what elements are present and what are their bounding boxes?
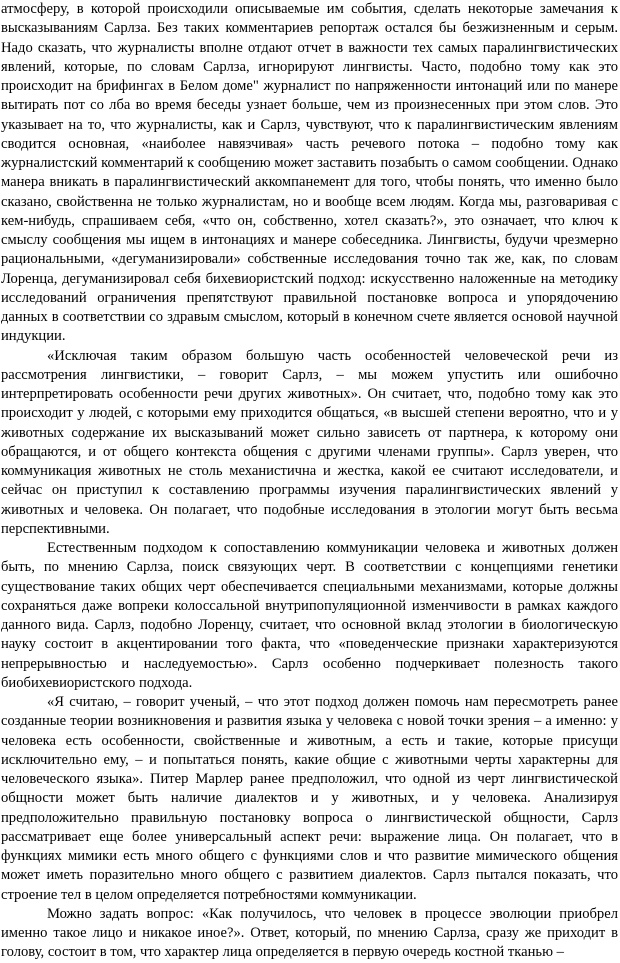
paragraph-scientist-quote: «Я считаю, – говорит ученый, – что этот подход должен помочь нам пересмотреть ранее созданные теории возникновения и развития языка у человека с новой точки зрения – а именно: у человека есть особенности, свойственные и животным, а есть и такие, которые присущи исключительно ему, – и попытаться понять, какие общие с животными черты характерны для человеческого языка». Питер Марлер ранее предположил, что одной из черт лингвистической общности может быть наличие диалектов и у животных, и у человека. Анализируя предположительно правильную постановку вопроса о лингвистической общности, Сарлз рассматривает еще более универсальный аспект речи: выражение лица. Он полагает, что в функциях мимики есть много общего с функциями слов и что развитие мимического общения может иметь поразительно много общего с развитием диалектов. Сарлз пытался показать, что строение тел в целом определяется потребностями коммуникации. [1,694,618,903]
body-text [1,0,618,963]
paragraph-continuation: атмосферу, в которой происходили описываемые им события, сделать некоторые замечания к высказываниям Сарлза. Без таких комментариев репортаж остался бы безжизненным и серым. Надо сказать, что журналисты вполне отдают отчет в важности тех самых паралингвистических явлений, которые, по словам Сарлза, игнорируют лингвисты. Часто, подобно тому как это происходит на брифингах в Белом доме" журналист по напряженности интонаций или по манере вытирать пот со лба во время беседы узнает больше, чем из произнесенных при этом слов. Это указывает на то, что журналисты, как и Сарлз, чувствуют, что к паралингвистическим явлениям сводится основная, «наиболее навязчивая» часть речевого потока – подобно тому как журналистский комментарий к сообщению может заставить позабыть о самом сообщении. Однако манера вникать в паралингвистический аккомпанемент для того, чтобы понять, что именно было сказано, свойственна не только журналистам, но и вообще всем людям. Когда мы, разговаривая с кем-нибудь, спрашиваем себя, «что он, собственно, хотел сказать?», это означает, что ключ к смыслу сообщения мы ищем в интонациях и манере собеседника. Лингвисты, будучи чрезмерно рациональными, «дегуманизировали» собственные исследования точно так же, как, по словам Лоренца, дегуманизировал себя бихевиористский подход: искусственно наложенные на методику исследований ограничения препятствуют правильной постановке вопроса и упорядочению данных в соответствии со здравым смыслом, который в конечном счете является основой научной индукции. [1,1,618,345]
paragraph-face-question: Можно задать вопрос: «Как получилось, что человек в процессе эволюции приобрел именно такое лицо и никакое иное?». Ответ, который, по мнению Сарлза, сразу же приходит в голову, состоит в том, что характер лица определяется в первую очередь костной тканью – [1,905,618,961]
paragraph-connecting-features: Естественным подходом к сопоставлению коммуникации человека и животных должен быть, по мнению Сарлза, поиск связующих черт. В соответствии с концепциями генетики существование таких общих черт обеспечивается специальными механизмами, которые должны сохраняться даже вопреки колоссальной внутрипопуляционной изменчивости в рамках каждого данного вида. Сарлз, подобно Лоренцу, считает, что основной вклад этологии в биологическую науку состоит в акцентировании того факта, что «поведенческие признаки характеризуются непрерывностью и наследуемостью». Сарлз особенно подчеркивает полезность такого биобихевиористского подхода. [1,540,618,691]
paragraph-linguistics-quote: «Исключая таким образом большую часть особенностей человеческой речи из рассмотрения лингвистики, – говорит Сарлз, – мы можем упустить или ошибочно интерпретировать особенности речи других животных». Он считает, что, подобно тому как это происходит у людей, с которыми ему приходится общаться, «в высшей степени вероятно, что и у животных содержание их высказываний может сильно зависеть от партнера, к которому они обращаются, и от общего контекста общения с другими членами группы». Сарлз уверен, что коммуникация животных не столь механистична и жестка, какой ее считают исследователи, и сейчас он приступил к составлению программы изучения паралингвистических явлений у животных и человека. Он полагает, что подобные исследования в этологии могут быть весьма перспективными. [1,347,618,537]
